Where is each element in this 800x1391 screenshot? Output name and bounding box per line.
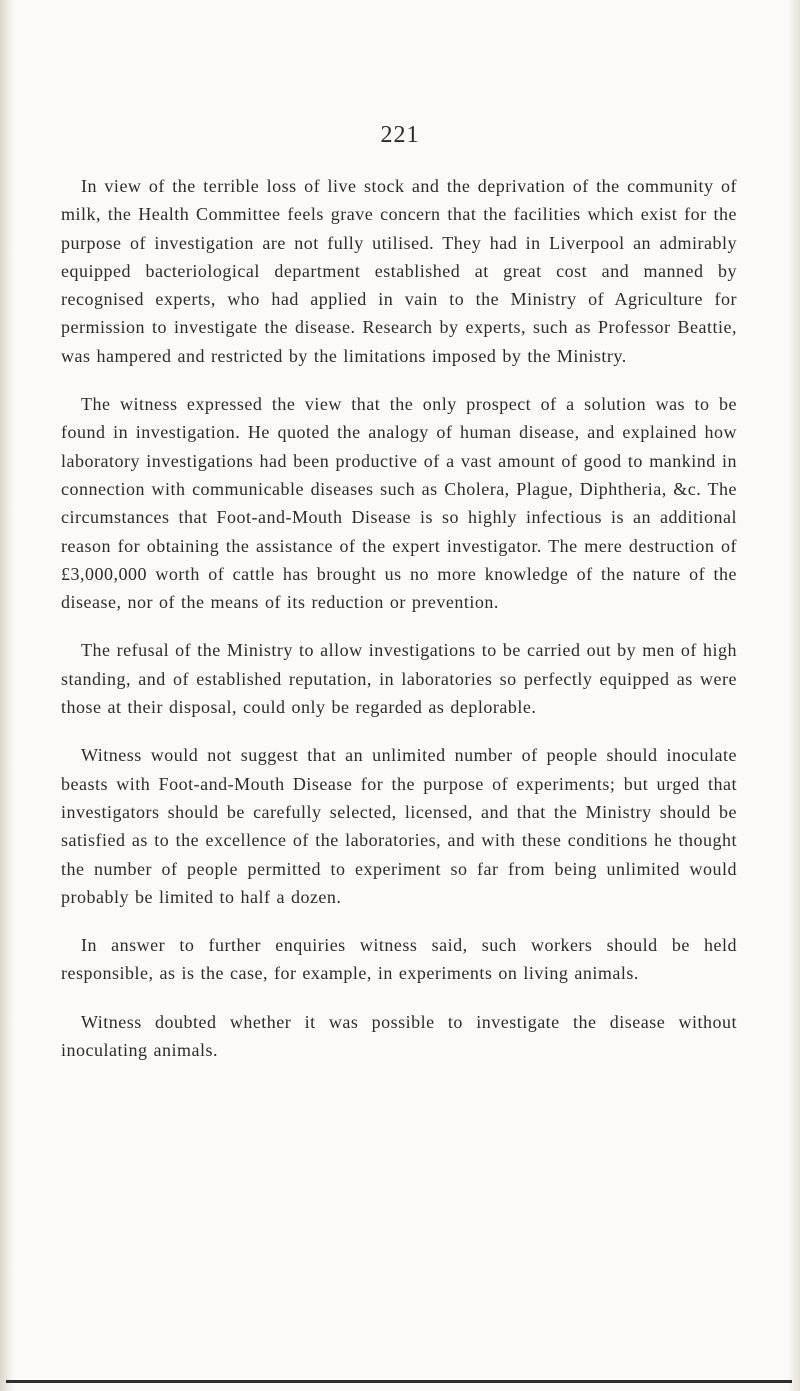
paragraph-6: Witness doubted whether it was possible to investigate the disease without inoculating animals. xyxy=(61,1011,737,1061)
page-right-shadow xyxy=(788,0,800,1391)
body-text xyxy=(61,172,737,1084)
paragraph-3: The refusal of the Ministry to allow investigations to be carried out by men of high standing, and of established reputation, in laboratories so perfectly equipped as were those at their disposal, could only be regarded as deplorable. xyxy=(61,640,737,718)
paragraph-1: In view of the terrible loss of live stock and the deprivation of the community of milk, the Health Committee feels grave concern that the facilities which exist for the purpose of investigation are not fully utilised. They had in Liverpool an admirably equipped bacteriological department established at great cost and manned by recognised experts, who had applied in vain to the Ministry of Agriculture for permission to investigate the disease. Research by experts, such as Professor Beattie, was hampered and restricted by the limitations imposed by the Ministry. xyxy=(61,176,737,366)
paragraph-5: In answer to further enquiries witness said, such workers should be held responsible, as is the case, for example, in experiments on living animals. xyxy=(61,935,737,984)
page-left-shadow xyxy=(0,0,14,1391)
paragraph-4: Witness would not suggest that an unlimited number of people should inoculate beasts with Foot-and-Mouth Disease for the purpose of experiments; but urged that investigators should be carefully selected, licensed, and that the Ministry should be satisfied as to the excellence of the laboratories, and with these conditions he thought the number of people permitted to experiment so far from being unlimited would probably be limited to half a dozen. xyxy=(61,745,737,907)
paragraph-2: The witness expressed the view that the only prospect of a solution was to be found in investigation. He quoted the analogy of human disease, and explained how laboratory investigations had been productive of a vast amount of good to mankind in connection with communicable diseases such as Cholera, Plague, Diphtheria, &c. The circumstances that Foot-and-Mouth Disease is so highly infectious is an additional reason for obtaining the assistance of the expert investigator. The mere destruction of £3,000,000 worth of cattle has brought us no more knowledge of the nature of the disease, nor of the means of its reduction or prevention. xyxy=(61,394,737,613)
page-number: 221 xyxy=(380,122,420,148)
bottom-edge-rule xyxy=(6,1380,792,1383)
